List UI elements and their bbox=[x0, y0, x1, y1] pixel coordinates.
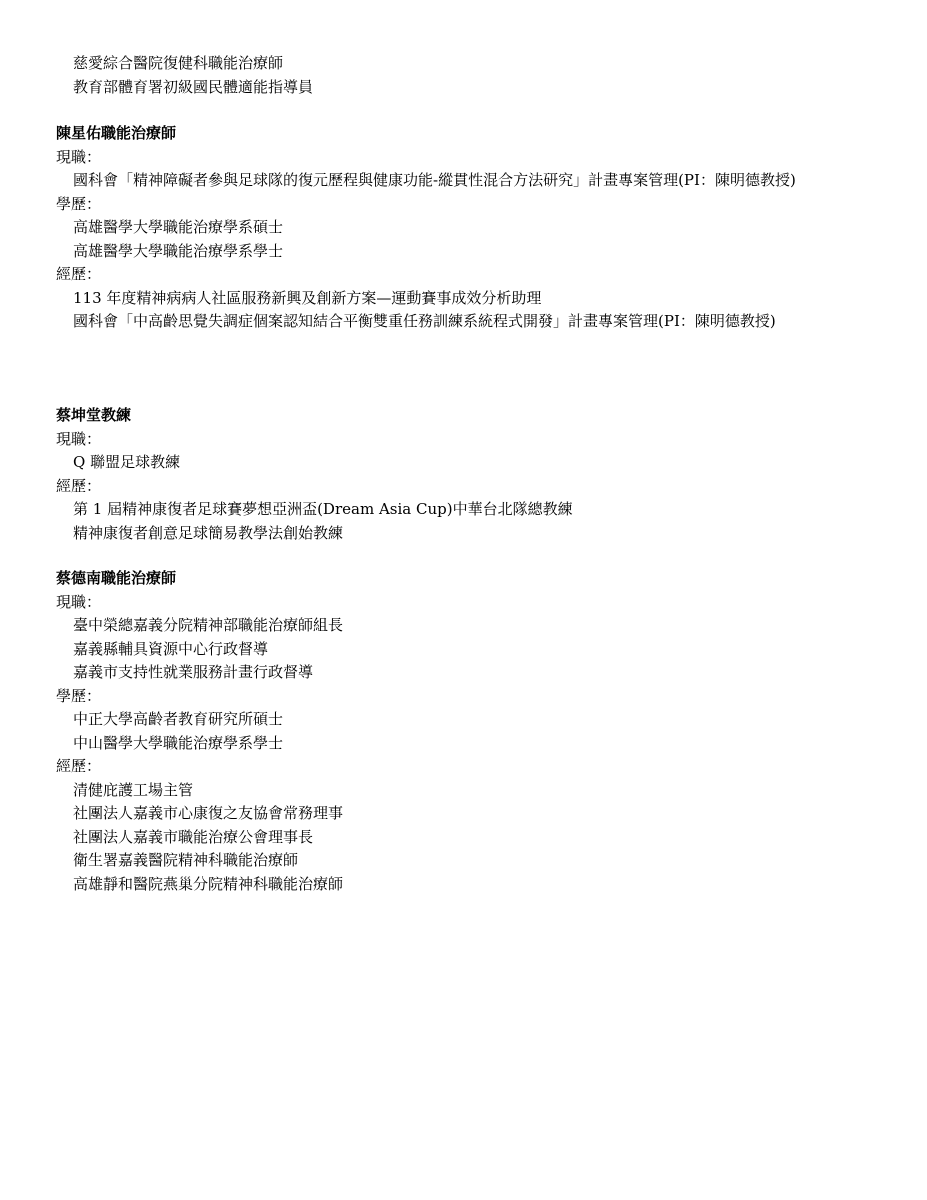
section-item: 社團法人嘉義市職能治療公會理事長 bbox=[73, 827, 314, 846]
section-heading: 經歷： bbox=[56, 476, 102, 495]
section-item: 高雄醫學大學職能治療學系碩士 bbox=[73, 218, 284, 236]
section-heading: 現職： bbox=[56, 592, 102, 611]
section-heading: 現職： bbox=[56, 147, 102, 166]
section-item: Q 聯盟足球教練 bbox=[73, 453, 181, 471]
person-block-tsai-kun-tang bbox=[56, 404, 866, 545]
section-item: 清健庇護工場主管 bbox=[73, 780, 194, 799]
section-item: 嘉義市支持性就業服務計畫行政督導 bbox=[73, 663, 314, 681]
person-name: 陳星佑職能治療師 bbox=[56, 124, 177, 142]
section-heading: 現職： bbox=[56, 429, 102, 448]
section-item: 精神康復者創意足球簡易教學法創始教練 bbox=[73, 523, 344, 542]
section-heading: 學歷： bbox=[56, 194, 102, 213]
section-item: 衛生署嘉義醫院精神科職能治療師 bbox=[73, 851, 299, 869]
section-item: 中山醫學大學職能治療學系學士 bbox=[73, 733, 284, 752]
intro-line: 慈愛綜合醫院復健科職能治療師 bbox=[73, 54, 284, 72]
person-name: 蔡坤堂教練 bbox=[56, 406, 132, 424]
section-item: 113 年度精神病病人社區服務新興及創新方案—運動賽事成效分析助理 bbox=[73, 288, 542, 307]
section-item: 第 1 屆精神康復者足球賽夢想亞洲盃(Dream Asia Cup)中華台北隊總教練 bbox=[73, 500, 573, 518]
section-item: 臺中榮總嘉義分院精神部職能治療師組長 bbox=[73, 616, 344, 634]
person-block-chen bbox=[56, 122, 866, 334]
section-item: 社團法人嘉義市心康復之友協會常務理事 bbox=[73, 804, 344, 822]
section-heading: 經歷： bbox=[56, 265, 102, 283]
section-item: 中正大學高齡者教育研究所碩士 bbox=[73, 710, 284, 728]
person-name: 蔡德南職能治療師 bbox=[56, 569, 177, 587]
section-item: 高雄靜和醫院燕巢分院精神科職能治療師 bbox=[73, 874, 344, 893]
section-item: 國科會「中高齡思覺失調症個案認知結合平衡雙重任務訓練系統程式開發」計畫專案管理(PI：陳明德教授) bbox=[73, 312, 776, 330]
intro-line: 教育部體育署初級國民體適能指導員 bbox=[73, 77, 314, 96]
person-block-tsai-de-nan bbox=[56, 567, 866, 896]
section-item: 國科會「精神障礙者參與足球隊的復元歷程與健康功能-縱貫性混合方法研究」計畫專案管理(PI：陳明德教授) bbox=[73, 171, 796, 189]
section-item: 嘉義縣輔具資源中心行政督導 bbox=[73, 639, 269, 658]
section-item: 高雄醫學大學職能治療學系學士 bbox=[73, 241, 284, 260]
intro-block bbox=[56, 52, 866, 99]
section-heading: 學歷： bbox=[56, 686, 102, 705]
section-heading: 經歷： bbox=[56, 757, 102, 775]
